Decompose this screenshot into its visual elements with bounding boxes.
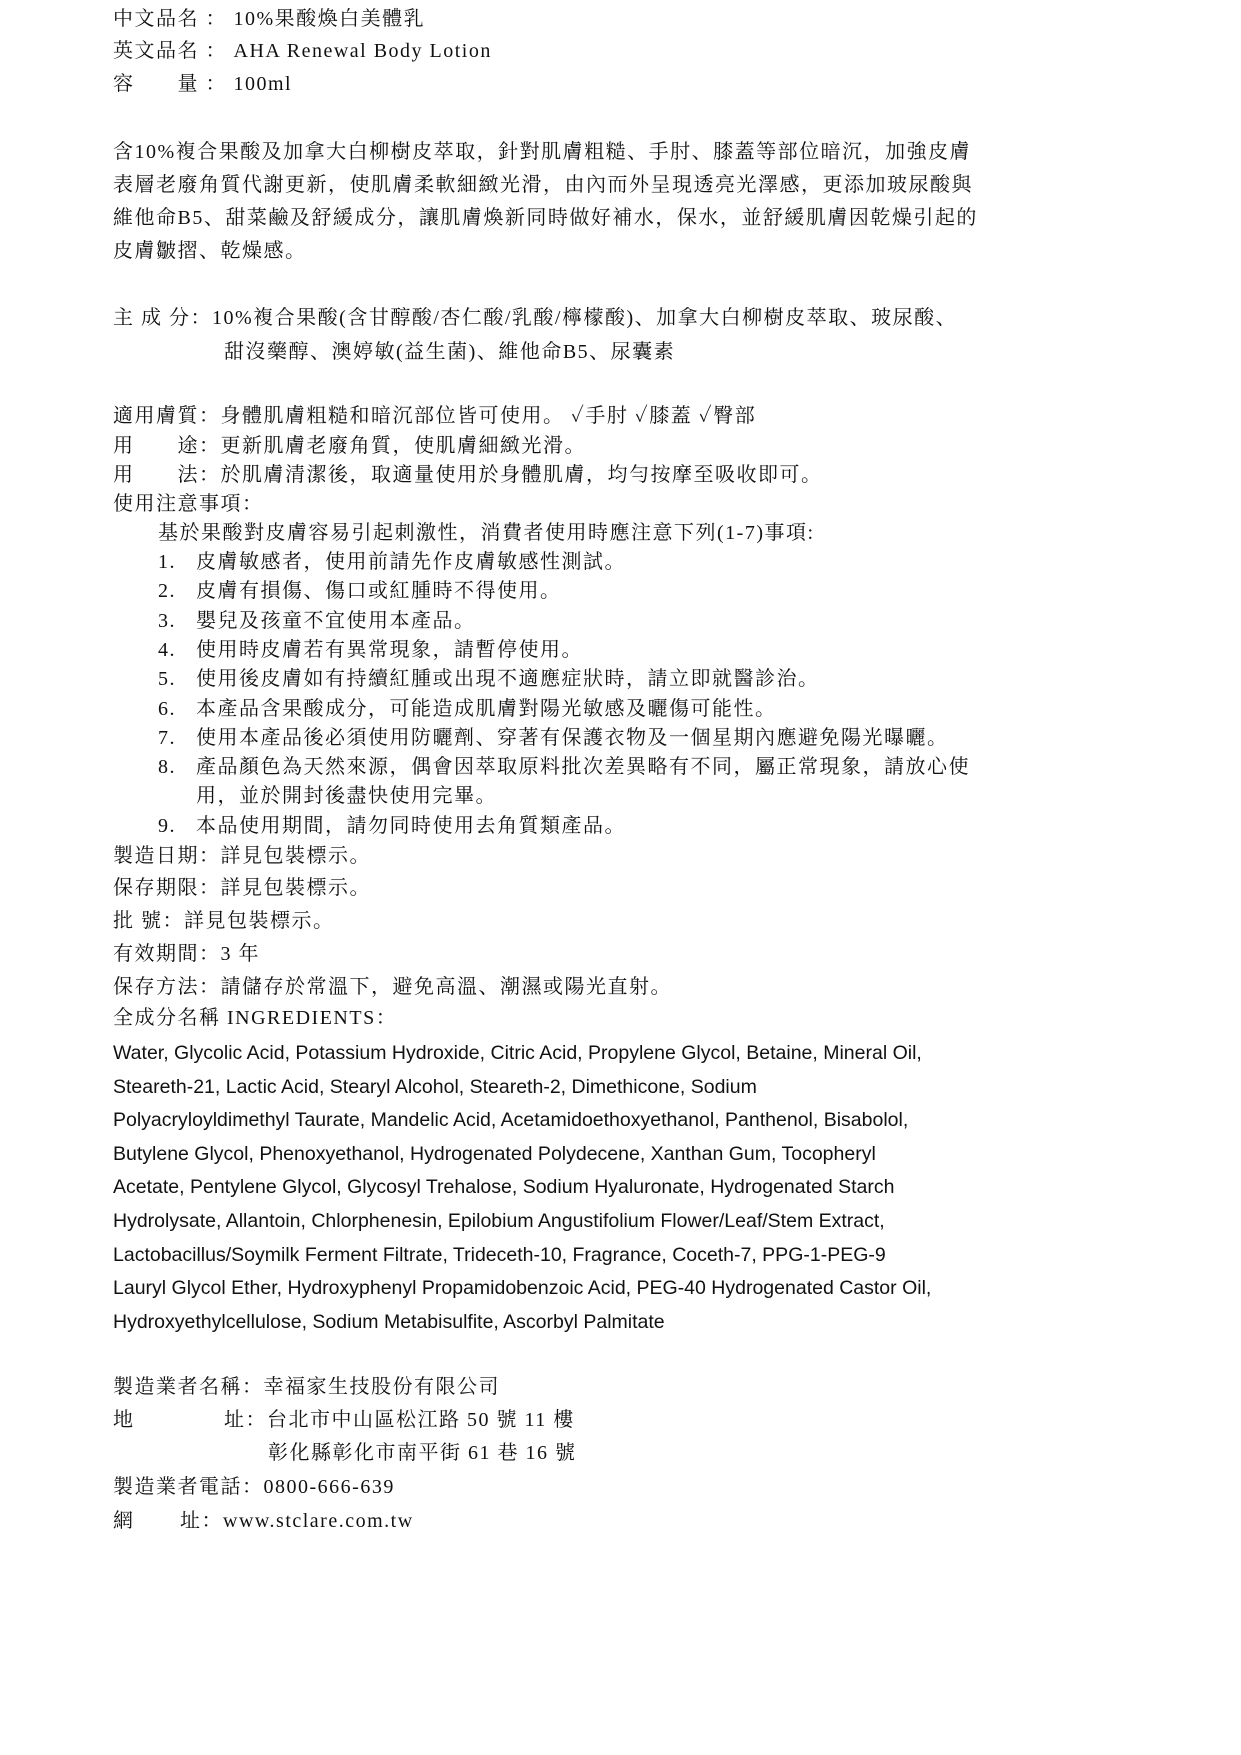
precaution-item: [158, 753, 970, 781]
item-text: 本品使用期間，請勿同時使用去角質類產品。: [196, 814, 626, 837]
item-text: 皮膚敏感者，使用前請先作皮膚敏感性測試。: [196, 551, 626, 573]
label: 用 法：: [113, 464, 221, 486]
precautions-title: 使用注意事項：: [113, 493, 264, 515]
precaution-item: [158, 607, 476, 635]
item-number: 5.: [158, 668, 176, 691]
description-line: 皮膚皺摺、乾燥感。: [113, 240, 307, 262]
precaution-item: [158, 577, 562, 605]
label: 適用膚質：: [113, 405, 221, 427]
description-line: 維他命B5、甜菜鹼及舒緩成分，讓肌膚煥新同時做好補水，保水，並舒緩肌膚因乾燥引起的: [113, 207, 978, 229]
precaution-item: [158, 665, 820, 693]
value: 10%果酸煥白美體乳: [233, 8, 426, 30]
value: 100ml: [233, 73, 293, 95]
item-number: 2.: [158, 580, 176, 603]
label: 中文品名 ：: [113, 8, 234, 30]
mfg-date: 製造日期：詳見包裝標示。: [113, 845, 371, 867]
label: 主 成 分：: [113, 307, 212, 329]
label: 址：: [180, 1510, 223, 1532]
item-number: 1.: [158, 551, 176, 573]
label: 址：: [224, 1409, 267, 1431]
phone: 製造業者電話：0800-666-639: [113, 1476, 395, 1498]
value: 台北市中山區松江路 50 號 11 樓: [267, 1409, 575, 1431]
precaution-item: [158, 636, 583, 664]
item-number: 3.: [158, 609, 176, 632]
label: 容 量 ：: [113, 73, 234, 95]
cn-name: [113, 5, 425, 33]
en-name: [113, 37, 492, 65]
ingredients-line: Acetate, Pentylene Glycol, Glycosyl Trehalose, Sodium Hyaluronate, Hydrogenated Starch: [113, 1176, 895, 1199]
ingredients-line: Steareth-21, Lactic Acid, Stearyl Alcohol, Steareth-2, Dimethicone, Sodium: [113, 1075, 757, 1098]
ingredients-title: 全成分名稱 INGREDIENTS：: [113, 1007, 398, 1029]
main-ingredients-cont: 甜沒藥醇、澳婷敏(益生菌)、維他命B5、尿囊素: [224, 341, 676, 363]
value: 身體肌膚粗糙和暗沉部位皆可使用。 ✓手肘 ✓膝蓋 ✓臀部: [220, 405, 757, 427]
ingredients-line: Lactobacillus/Soymilk Ferment Filtrate, Trideceth-10, Fragrance, Coceth-7, PPG-1-PEG-9: [113, 1243, 886, 1266]
validity: 有效期間：3 年: [113, 943, 260, 965]
label: 英文品名 ：: [113, 40, 234, 62]
manufacturer-name: 製造業者名稱：幸福家生技股份有限公司: [113, 1376, 500, 1398]
address-2: 彰化縣彰化市南平街 61 巷 16 號: [268, 1442, 577, 1464]
item-text: 產品顏色為天然來源，偶會因萃取原料批次差異略有不同，屬正常現象，請放心使: [196, 756, 970, 779]
main-ingredients: [113, 304, 957, 332]
item-number: 4.: [158, 638, 176, 661]
description-line: 含10%複合果酸及加拿大白柳樹皮萃取，針對肌膚粗糙、手肘、膝蓋等部位暗沉，加強皮膚: [113, 141, 972, 163]
address: [224, 1406, 575, 1434]
item-text: 嬰兒及孩童不宜使用本產品。: [196, 609, 476, 632]
expiry: 保存期限：詳見包裝標示。: [113, 877, 371, 899]
purpose: [113, 432, 586, 460]
value: 更新肌膚老廢角質，使肌膚細緻光滑。: [220, 435, 586, 457]
ingredients-line: Butylene Glycol, Phenoxyethanol, Hydrogenated Polydecene, Xanthan Gum, Tocopheryl: [113, 1142, 876, 1165]
ingredients-line: Hydroxyethylcellulose, Sodium Metabisulfite, Ascorbyl Palmitate: [113, 1310, 665, 1333]
precaution-item-cont: 用，並於開封後盡快使用完畢。: [196, 785, 497, 808]
item-text: 使用後皮膚如有持續紅腫或出現不適應症狀時，請立即就醫診治。: [196, 668, 820, 691]
value: 於肌膚清潔後，取適量使用於身體肌膚，均勻按摩至吸收即可。: [220, 464, 823, 486]
description-line: 表層老廢角質代謝更新，使肌膚柔軟細緻光滑，由內而外呈現透亮光澤感，更添加玻尿酸與: [113, 174, 973, 196]
ingredients-line: Hydrolysate, Allantoin, Chlorphenesin, Epilobium Angustifolium Flower/Leaf/Stem Extract,: [113, 1210, 885, 1232]
item-number: 7.: [158, 726, 176, 749]
item-number: 6.: [158, 697, 176, 720]
item-text: 使用時皮膚若有異常現象，請暫停使用。: [196, 638, 583, 661]
precautions-intro: 基於果酸對皮膚容易引起刺激性，消費者使用時應注意下列(1-7)事項:: [158, 522, 815, 544]
ingredients-line: Lauryl Glycol Ether, Hydroxyphenyl Propamidobenzoic Acid, PEG-40 Hydrogenated Castor Oil,: [113, 1277, 932, 1300]
ingredients-line: Water, Glycolic Acid, Potassium Hydroxide, Citric Acid, Propylene Glycol, Betaine, Mineral Oil,: [113, 1042, 922, 1064]
storage: 保存方法：請儲存於常溫下，避免高溫、潮濕或陽光直射。: [113, 976, 672, 998]
precaution-item: [158, 724, 949, 752]
precaution-item: [158, 695, 777, 723]
precaution-item: [158, 548, 626, 576]
item-number: 8.: [158, 756, 176, 779]
website: [180, 1507, 414, 1535]
website-label-1: 網: [113, 1510, 135, 1532]
value: AHA Renewal Body Lotion: [233, 40, 492, 62]
item-text: 皮膚有損傷、傷口或紅腫時不得使用。: [196, 580, 562, 603]
value: 10%複合果酸(含甘醇酸/杏仁酸/乳酸/檸檬酸)、加拿大白柳樹皮萃取、玻尿酸、: [212, 307, 958, 329]
item-text: 本產品含果酸成分，可能造成肌膚對陽光敏感及曬傷可能性。: [196, 697, 777, 720]
item-text: 使用本產品後必須使用防曬劑、穿著有保護衣物及一個星期內應避免陽光曝曬。: [196, 726, 949, 749]
usage: [113, 461, 823, 489]
label: 用 途：: [113, 435, 221, 457]
item-number: 9.: [158, 814, 176, 837]
ingredients-line: Polyacryloyldimethyl Taurate, Mandelic Acid, Acetamidoethoxyethanol, Panthenol, Bisabolol,: [113, 1109, 909, 1132]
address-label-1: 地: [113, 1409, 135, 1431]
value: www.stclare.com.tw: [223, 1510, 414, 1532]
batch: 批 號：詳見包裝標示。: [113, 910, 335, 932]
volume: [113, 70, 292, 98]
skin-type: [113, 402, 756, 430]
precaution-item: [158, 812, 626, 840]
